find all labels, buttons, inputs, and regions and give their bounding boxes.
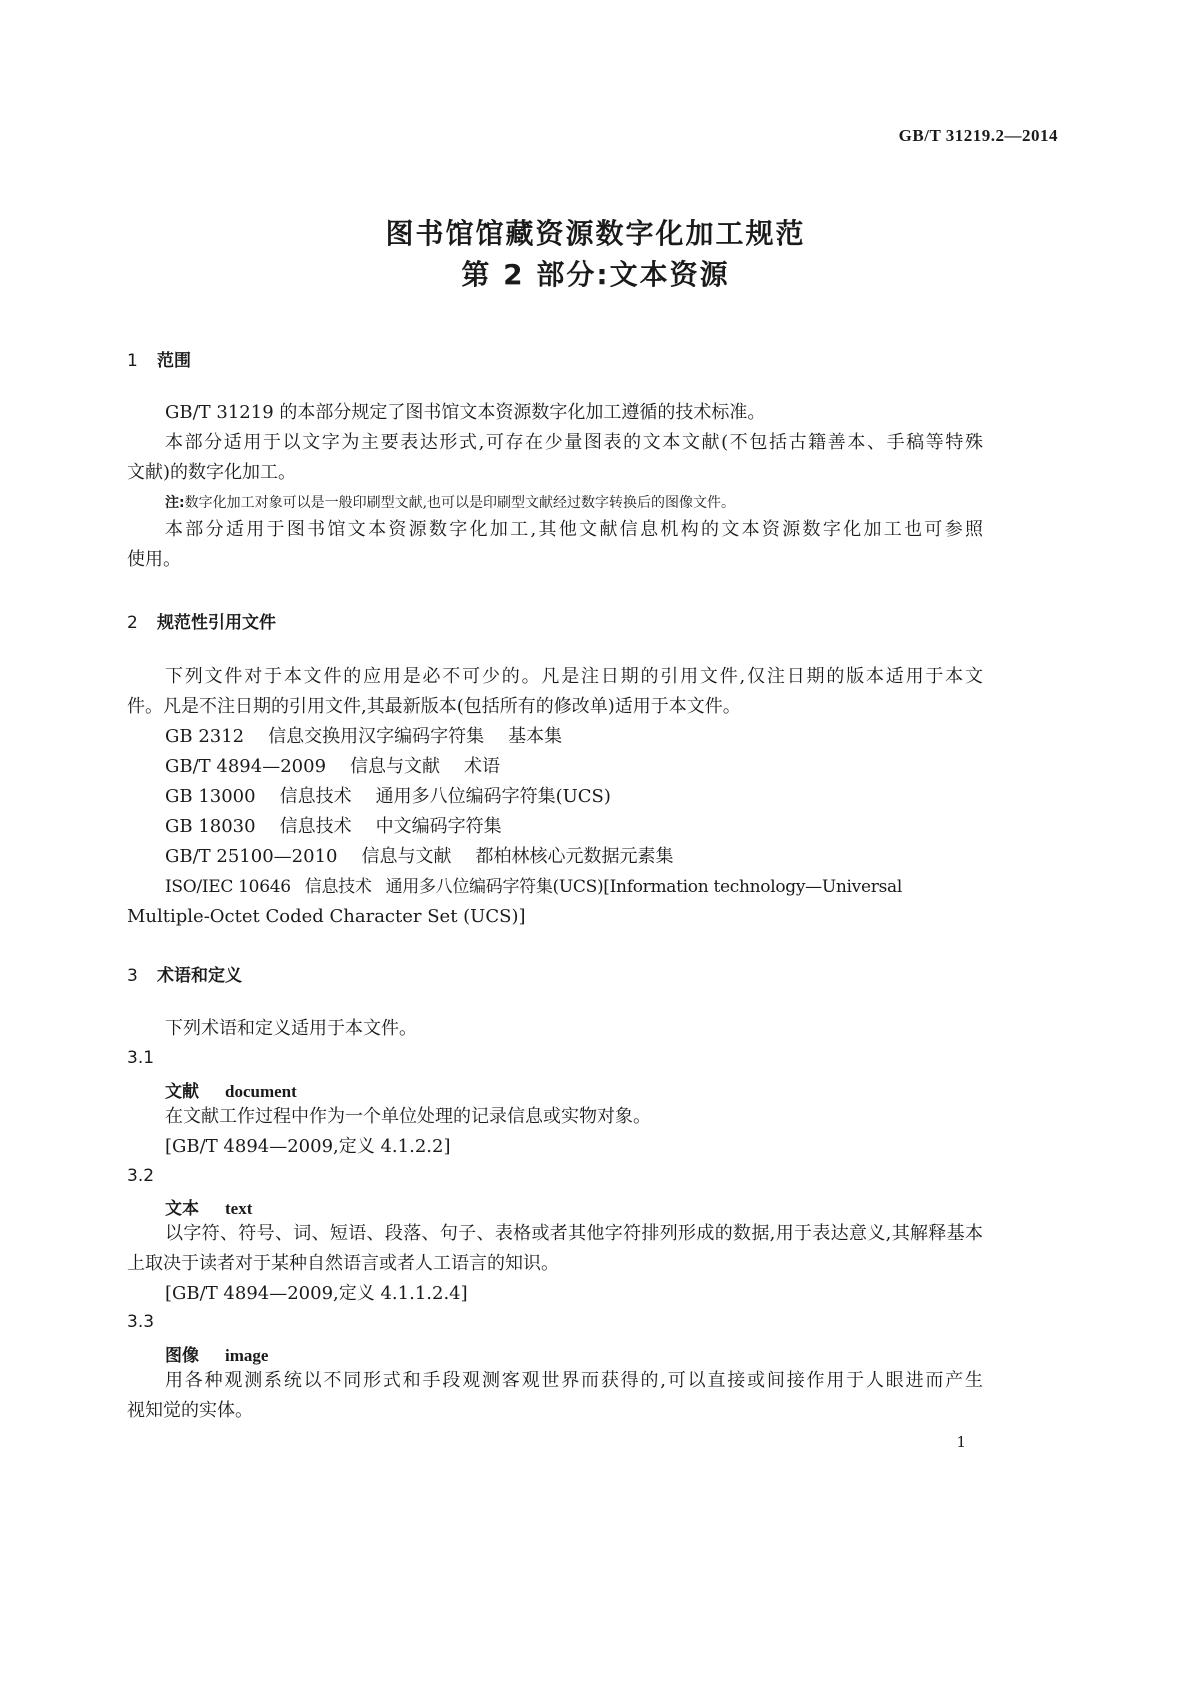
paragraph-continuation: 件。凡是不注日期的引用文件,其最新版本(包括所有的修改单)适用于本文件。	[127, 696, 741, 717]
paragraph: 下列术语和定义适用于本文件。	[165, 1018, 417, 1039]
section-number: 3	[127, 966, 138, 986]
document-title: 图书馆馆藏资源数字化加工规范	[385, 217, 806, 250]
term-definition-continuation: 上取决于读者对于某种自然语言或者人工语言的知识。	[127, 1253, 559, 1274]
term-number: 3.3	[127, 1312, 155, 1332]
term-heading: 图像 image	[165, 1346, 269, 1366]
note-label: 注:	[165, 495, 185, 511]
section-3-heading	[127, 961, 242, 986]
section-title: 规范性引用文件	[157, 613, 276, 633]
paragraph: GB/T 31219 的本部分规定了图书馆文本资源数字化加工遵循的技术标准。	[165, 402, 766, 423]
standard-number: GB/T 31219.2—2014	[898, 126, 1058, 145]
term-definition: 用各种观测系统以不同形式和手段观测客观世界而获得的,可以直接或间接作用于人眼进而产生	[165, 1370, 983, 1391]
term-heading: 文本 text	[165, 1199, 253, 1219]
reference-item: GB/T 25100—2010 信息与文献 都柏林核心元数据元素集	[165, 846, 674, 867]
paragraph: 本部分适用于以文字为主要表达形式,可存在少量图表的文本文献(不包括古籍善本、手稿等特殊	[165, 432, 983, 453]
paragraph: 下列文件对于本文件的应用是必不可少的。凡是注日期的引用文件,仅注日期的版本适用于本文	[165, 666, 983, 687]
term-definition-continuation: 视知觉的实体。	[127, 1400, 253, 1421]
section-2-heading	[127, 608, 276, 633]
term-number: 3.2	[127, 1166, 155, 1186]
reference-item: GB/T 4894—2009 信息与文献 术语	[165, 756, 501, 777]
section-1-heading	[127, 346, 191, 371]
note	[165, 492, 735, 512]
reference-item-continuation: Multiple-Octet Coded Character Set (UCS)]	[127, 906, 526, 927]
term-heading: 文献 document	[165, 1082, 297, 1102]
note-text: 数字化加工对象可以是一般印刷型文献,也可以是印刷型文献经过数字转换后的图像文件。	[184, 495, 736, 511]
page-number: 1	[956, 1433, 966, 1451]
term-definition: 以字符、符号、词、短语、段落、句子、表格或者其他字符排列形成的数据,用于表达意义,其解释基本	[165, 1223, 983, 1244]
document-subtitle: 第 2 部分:文本资源	[461, 258, 730, 291]
term-number: 3.1	[127, 1048, 155, 1068]
reference-item: GB 2312 信息交换用汉字编码字符集 基本集	[165, 726, 563, 747]
section-title: 范围	[157, 351, 191, 371]
section-number: 1	[127, 351, 138, 371]
term-source: [GB/T 4894—2009,定义 4.1.1.2.4]	[165, 1283, 468, 1304]
reference-item: GB 13000 信息技术 通用多八位编码字符集(UCS)	[165, 786, 611, 807]
paragraph: 本部分适用于图书馆文本资源数字化加工,其他文献信息机构的文本资源数字化加工也可参照	[165, 519, 983, 540]
reference-item: GB 18030 信息技术 中文编码字符集	[165, 816, 502, 837]
term-source: [GB/T 4894—2009,定义 4.1.2.2]	[165, 1136, 451, 1157]
section-title: 术语和定义	[157, 966, 242, 986]
section-number: 2	[127, 613, 138, 633]
paragraph-continuation: 文献)的数字化加工。	[127, 462, 297, 483]
paragraph-continuation: 使用。	[127, 549, 181, 570]
reference-item: ISO/IEC 10646 信息技术 通用多八位编码字符集(UCS)[Information technology—Universal	[165, 877, 902, 897]
term-definition: 在文献工作过程中作为一个单位处理的记录信息或实物对象。	[165, 1106, 651, 1127]
